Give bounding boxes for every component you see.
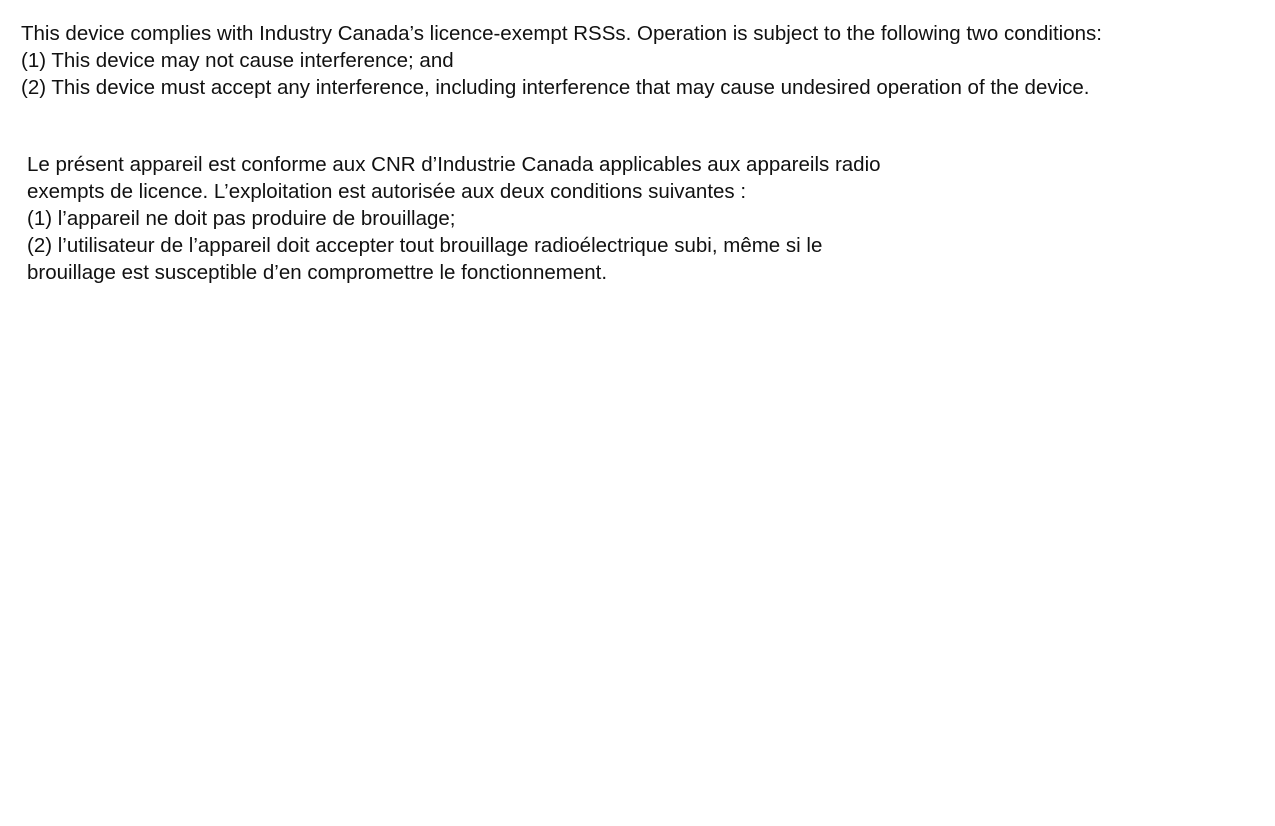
notice-fr-intro-line-1: Le présent appareil est conforme aux CNR d’Industrie Canada applicables aux appareils radio (27, 153, 881, 176)
notice-fr-condition-2-line-2: brouillage est susceptible d’en compromettre le fonctionnement. (27, 261, 608, 284)
notice-fr-intro-line-2: exempts de licence. L’exploitation est autorisée aux deux conditions suivantes : (27, 180, 747, 203)
compliance-notice-english (21, 20, 1102, 101)
notice-en-condition-2: (2) This device must accept any interference, including interference that may cause undesired operation of the device. (21, 76, 1090, 99)
notice-en-condition-1: (1) This device may not cause interference; and (21, 49, 454, 72)
notice-fr-condition-1: (1) l’appareil ne doit pas produire de brouillage; (27, 207, 456, 230)
compliance-notice-french (27, 151, 881, 286)
notice-fr-condition-2-line-1: (2) l’utilisateur de l’appareil doit accepter tout brouillage radioélectrique subi, même si le (27, 234, 823, 257)
notice-en-intro: This device complies with Industry Canada’s licence-exempt RSSs. Operation is subject to the following two conditions: (21, 22, 1102, 45)
